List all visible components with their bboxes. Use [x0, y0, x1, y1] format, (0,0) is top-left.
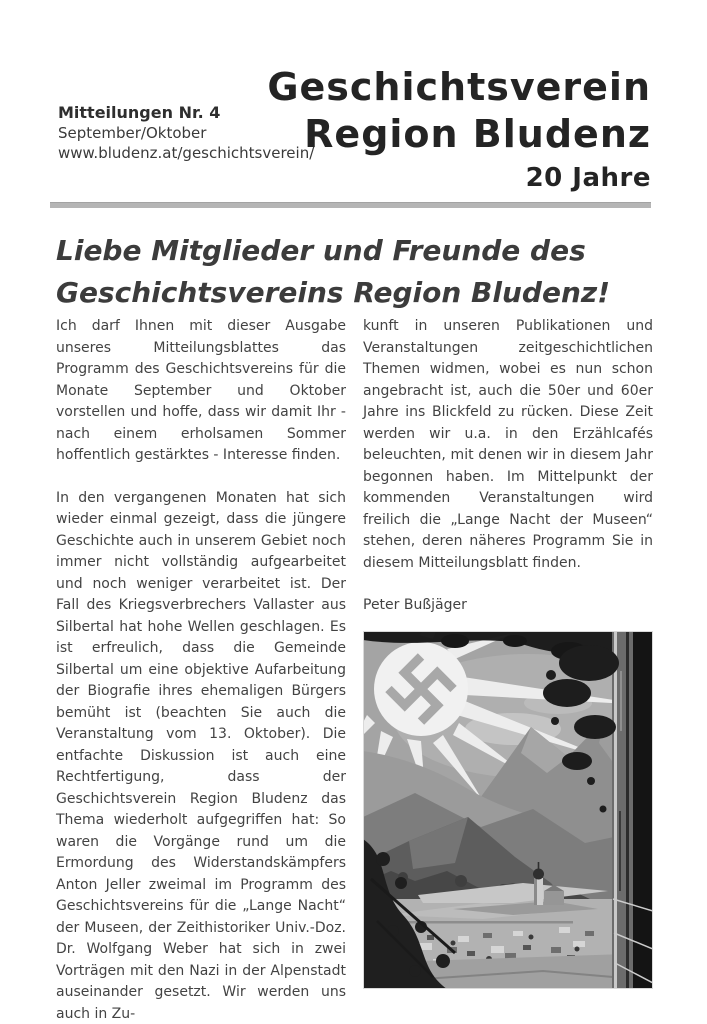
- org-title-line1: Geschichtsverein: [267, 65, 651, 109]
- paragraph: Ich darf Ihnen mit dieser Ausgabe unseres Mitteilungsblattes das Programm des Geschichtsvereins für die Monate September und Oktober vorstellen und hoffe, dass wir damit Ihr - nach einem erholsamen Sommer hoffentlich gestärktes - Interesse finden.: [56, 318, 346, 463]
- article-heading-line2: Geschichtsvereins Region Bludenz!: [56, 276, 610, 309]
- org-subtitle: 20 Jahre: [525, 163, 651, 193]
- author-signature: Peter Bußjäger: [363, 597, 467, 613]
- article-heading-line1: Liebe Mitglieder und Freunde des: [56, 234, 586, 267]
- article-heading: [56, 230, 610, 314]
- organization-title: [267, 64, 651, 195]
- right-column: [363, 316, 653, 1024]
- paragraph: In den vergangenen Monaten hat sich wieder einmal gezeigt, dass die jüngere Geschichte auch in unserem Gebiet noch immer nicht vollständig aufgearbeitet und noch weniger verarbeitet ist. Der Fall des Kriegsverbrechers Vallaster aus Silbertal hat hohe Wellen geschlagen. Es ist erfreulich, dass die Gemeinde Silbertal um eine objektive Aufarbeitung der Biografie ihres ehemaligen Bürgers bemüht ist (beachten Sie auch die Veranstaltung vom 13. Oktober). Die entfachte Diskussion ist auch eine Rechtfertigung, dass der Geschichtsverein Region Bludenz das Thema wiederholt aufgegriffen hat: So waren die Vorgänge rund um die Ermordung des Widerstandskämpfers Anton Jeller zweimal im Programm des Geschichtsvereins für die „Lange Nacht“ der Museen, der Zeithistoriker Univ.-Doz. Dr. Wolfgang Weber hat sich in zwei Vorträgen mit den Nazi in der Alpenstadt auseinander gesetzt. Wir werden uns auch in Zu-: [56, 489, 346, 1022]
- article-body: [56, 316, 653, 1024]
- org-title-line2: Region Bludenz: [304, 112, 651, 156]
- historical-photo: [363, 631, 653, 989]
- left-column: [56, 316, 346, 1024]
- website-url: www.bludenz.at/geschichtsverein/: [58, 144, 315, 162]
- paragraph: kunft in unseren Publikationen und Veranstaltungen zeitgeschichtlichen Themen widmen, wobei es nun schon angebracht ist, auch die 50er und 60er Jahre ins Blickfeld zu rücken. Diese Zeit werden wir u.a. in den Erzählcafés beleuchten, mit denen wir in diesem Jahr begonnen haben. Im Mittelpunkt der kommenden Veranstaltungen wird freilich die „Lange Nacht der Museen“ stehen, deren näheres Programm Sie in diesem Mitteilungsblatt finden.: [363, 318, 653, 571]
- issue-period: September/Oktober: [58, 124, 207, 142]
- issue-title: Mitteilungen Nr. 4: [58, 103, 221, 122]
- header-divider: [50, 202, 651, 208]
